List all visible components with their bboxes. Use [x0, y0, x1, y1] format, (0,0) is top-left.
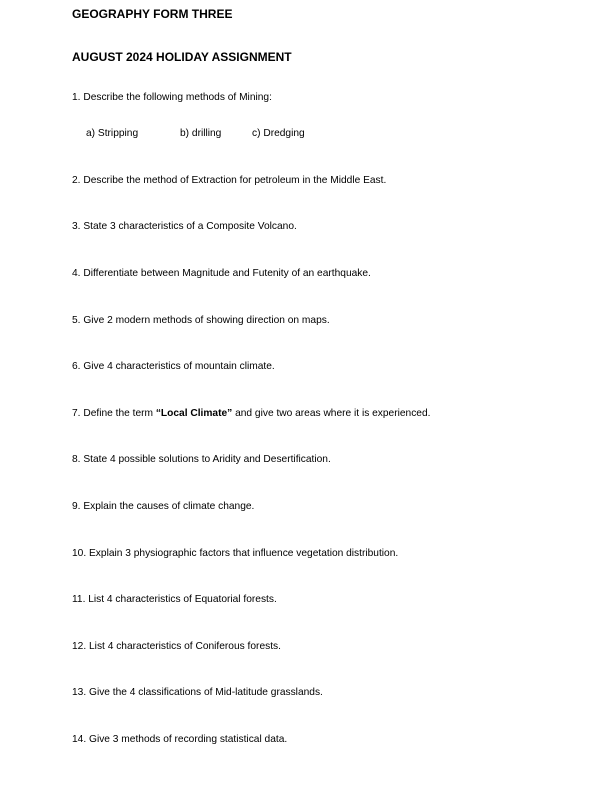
method-letter: c)	[252, 128, 261, 139]
question-text: Explain the causes of climate change.	[83, 501, 255, 512]
question-text: Give 4 characteristics of mountain climate.	[83, 361, 275, 372]
mining-method-c	[252, 128, 305, 140]
method-name: Stripping	[97, 128, 139, 139]
mining-method-b	[180, 128, 221, 140]
method-name: drilling	[191, 128, 222, 139]
question-4	[72, 268, 371, 280]
question-text: Differentiate between Magnitude and Futenity of an earthquake.	[83, 268, 371, 279]
mining-method-a	[86, 128, 138, 140]
question-13	[72, 687, 323, 699]
question-3	[72, 221, 297, 233]
question-number: 4.	[72, 268, 81, 279]
question-9	[72, 501, 254, 513]
question-text: Give the 4 classifications of Mid-latitude grasslands.	[89, 687, 323, 698]
question-number: 11.	[72, 594, 86, 605]
question-text: Give 3 methods of recording statistical data.	[89, 734, 288, 745]
question-text: Describe the following methods of Mining:	[83, 92, 272, 103]
document-title: GEOGRAPHY FORM THREE	[72, 7, 233, 21]
question-text: Describe the method of Extraction for petroleum in the Middle East.	[83, 175, 387, 186]
question-number: 2.	[72, 175, 81, 186]
question-text: Give 2 modern methods of showing direction on maps.	[83, 315, 330, 326]
question-term-bold: “Local Climate”	[155, 408, 233, 419]
question-number: 1.	[72, 92, 81, 103]
question-text: List 4 characteristics of Coniferous forests.	[89, 641, 281, 652]
question-2	[72, 175, 386, 187]
question-text: Explain 3 physiographic factors that influence vegetation distribution.	[89, 548, 399, 559]
question-1	[72, 92, 272, 104]
question-number: 13.	[72, 687, 87, 698]
question-text-before: Define the term	[83, 408, 156, 419]
question-12	[72, 641, 281, 653]
question-11	[72, 594, 277, 606]
question-number: 10.	[72, 548, 87, 559]
question-number: 12.	[72, 641, 87, 652]
document-subtitle: AUGUST 2024 HOLIDAY ASSIGNMENT	[72, 50, 292, 64]
question-7	[72, 408, 430, 420]
question-14	[72, 734, 287, 746]
question-number: 5.	[72, 315, 81, 326]
question-number: 6.	[72, 361, 81, 372]
method-name: Dredging	[263, 128, 305, 139]
method-letter: a)	[86, 128, 96, 139]
question-5	[72, 315, 330, 327]
method-letter: b)	[180, 128, 190, 139]
question-text: State 3 characteristics of a Composite Volcano.	[83, 221, 297, 232]
question-number: 3.	[72, 221, 81, 232]
question-number: 14.	[72, 734, 87, 745]
question-number: 7.	[72, 408, 81, 419]
question-8	[72, 454, 331, 466]
question-text-after: and give two areas where it is experienced.	[232, 408, 431, 419]
question-number: 8.	[72, 454, 81, 465]
question-6	[72, 361, 275, 373]
question-text: State 4 possible solutions to Aridity and Desertification.	[83, 454, 331, 465]
question-number: 9.	[72, 501, 81, 512]
question-10	[72, 548, 398, 560]
question-text: List 4 characteristics of Equatorial forests.	[88, 594, 277, 605]
